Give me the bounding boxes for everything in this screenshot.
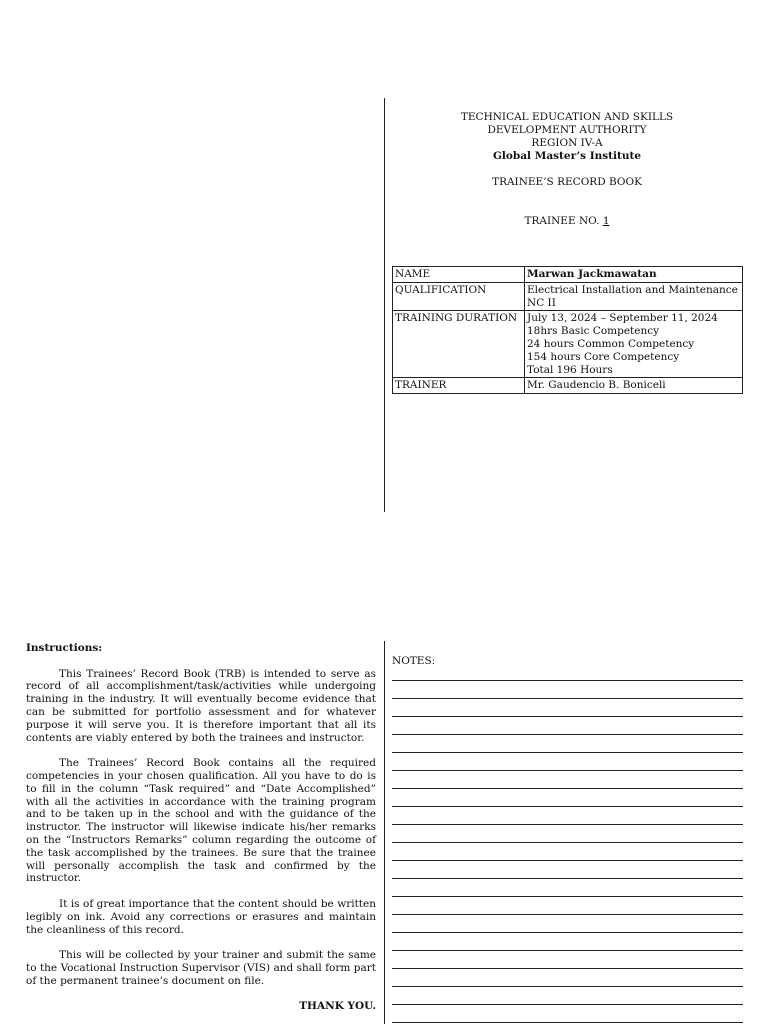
note-line (392, 968, 743, 969)
table-row (393, 378, 743, 394)
duration-line: 24 hours Common Competency (527, 337, 695, 350)
notes-label: NOTES: (392, 655, 436, 667)
document-header (392, 111, 742, 228)
note-line (392, 680, 743, 681)
note-line (392, 914, 743, 915)
notes-section (392, 655, 743, 667)
note-line (392, 932, 743, 933)
duration-line: 154 hours Core Competency (527, 350, 680, 363)
trainee-number-label: TRAINEE NO. (524, 215, 600, 227)
note-line (392, 878, 743, 879)
agency-line-2: DEVELOPMENT AUTHORITY (487, 124, 647, 136)
qualification-label: QUALIFICATION (393, 282, 525, 311)
page-divider-bottom (384, 641, 385, 1024)
note-line (392, 752, 743, 753)
note-line (392, 698, 743, 699)
trainee-number (392, 215, 742, 228)
name-label: NAME (393, 267, 525, 283)
note-line (392, 986, 743, 987)
duration-value (525, 311, 743, 378)
instructions-section (26, 642, 376, 1013)
note-line (392, 896, 743, 897)
instructions-paragraph: The Trainees’ Record Book contains all the required competencies in your chosen qualification. All you have to do is to fill in the column “Task required” and “Date Accomplished” with all the activities in accordance with the training program and to be taken up in the school and with the guidance of the instructor. The instructor will likewise indicate his/her remarks on the “Instructors Remarks” column regarding the outcome of the task accomplished by the trainees. Be sure that the trainee will personally accomplish the task and confirmed by the instructor. (26, 757, 376, 885)
trainee-number-value: 1 (602, 215, 610, 227)
closing-thank-you: THANK YOU. (299, 1000, 376, 1013)
note-line (392, 806, 743, 807)
instructions-paragraph: This will be collected by your trainer and submit the same to the Vocational Instruction Supervisor (VIS) and shall form part of the permanent trainee’s document on file. (26, 949, 376, 987)
institute-name: Global Master’s Institute (492, 150, 642, 162)
duration-label: TRAINING DURATION (393, 311, 525, 378)
duration-line: July 13, 2024 – September 11, 2024 (527, 312, 718, 325)
instructions-paragraph: This Trainees’ Record Book (TRB) is intended to serve as record of all accomplishment/task/activities while undergoing training in the industry. It will eventually become evidence that can be submitted for portfolio assessment and for whatever purpose it will serve you. It is therefore important that all its contents are viably entered by both the trainees and instructor. (26, 667, 376, 744)
qualification-line: Electrical Installation and Maintenance (527, 283, 738, 296)
note-line (392, 1004, 743, 1005)
page-divider-top (384, 98, 385, 512)
qualification-line: NC II (527, 296, 556, 309)
note-line (392, 842, 743, 843)
table-row (393, 267, 743, 283)
note-line (392, 716, 743, 717)
note-line (392, 770, 743, 771)
duration-line: 18hrs Basic Competency (527, 325, 660, 338)
agency-line-1: TECHNICAL EDUCATION AND SKILLS (460, 111, 674, 123)
instructions-paragraph: It is of great importance that the content should be written legibly on ink. Avoid any corrections or erasures and maintain the cleanliness of this record. (26, 897, 376, 936)
note-line (392, 860, 743, 861)
trainee-info-table (392, 266, 743, 394)
trainer-label: TRAINER (393, 378, 525, 394)
name-value: Marwan Jackmawatan (525, 267, 743, 283)
trainer-value: Mr. Gaudencio B. Boniceli (525, 378, 743, 394)
instructions-title: Instructions: (26, 642, 103, 654)
note-line (392, 824, 743, 825)
note-line (392, 788, 743, 789)
table-row (393, 282, 743, 311)
record-book-title: TRAINEE’S RECORD BOOK (492, 176, 642, 188)
qualification-value (525, 282, 743, 311)
note-line (392, 734, 743, 735)
region-line: REGION IV-A (531, 137, 603, 149)
duration-line: Total 196 Hours (527, 363, 613, 376)
note-line (392, 950, 743, 951)
table-row (393, 311, 743, 378)
note-line (392, 1022, 743, 1023)
